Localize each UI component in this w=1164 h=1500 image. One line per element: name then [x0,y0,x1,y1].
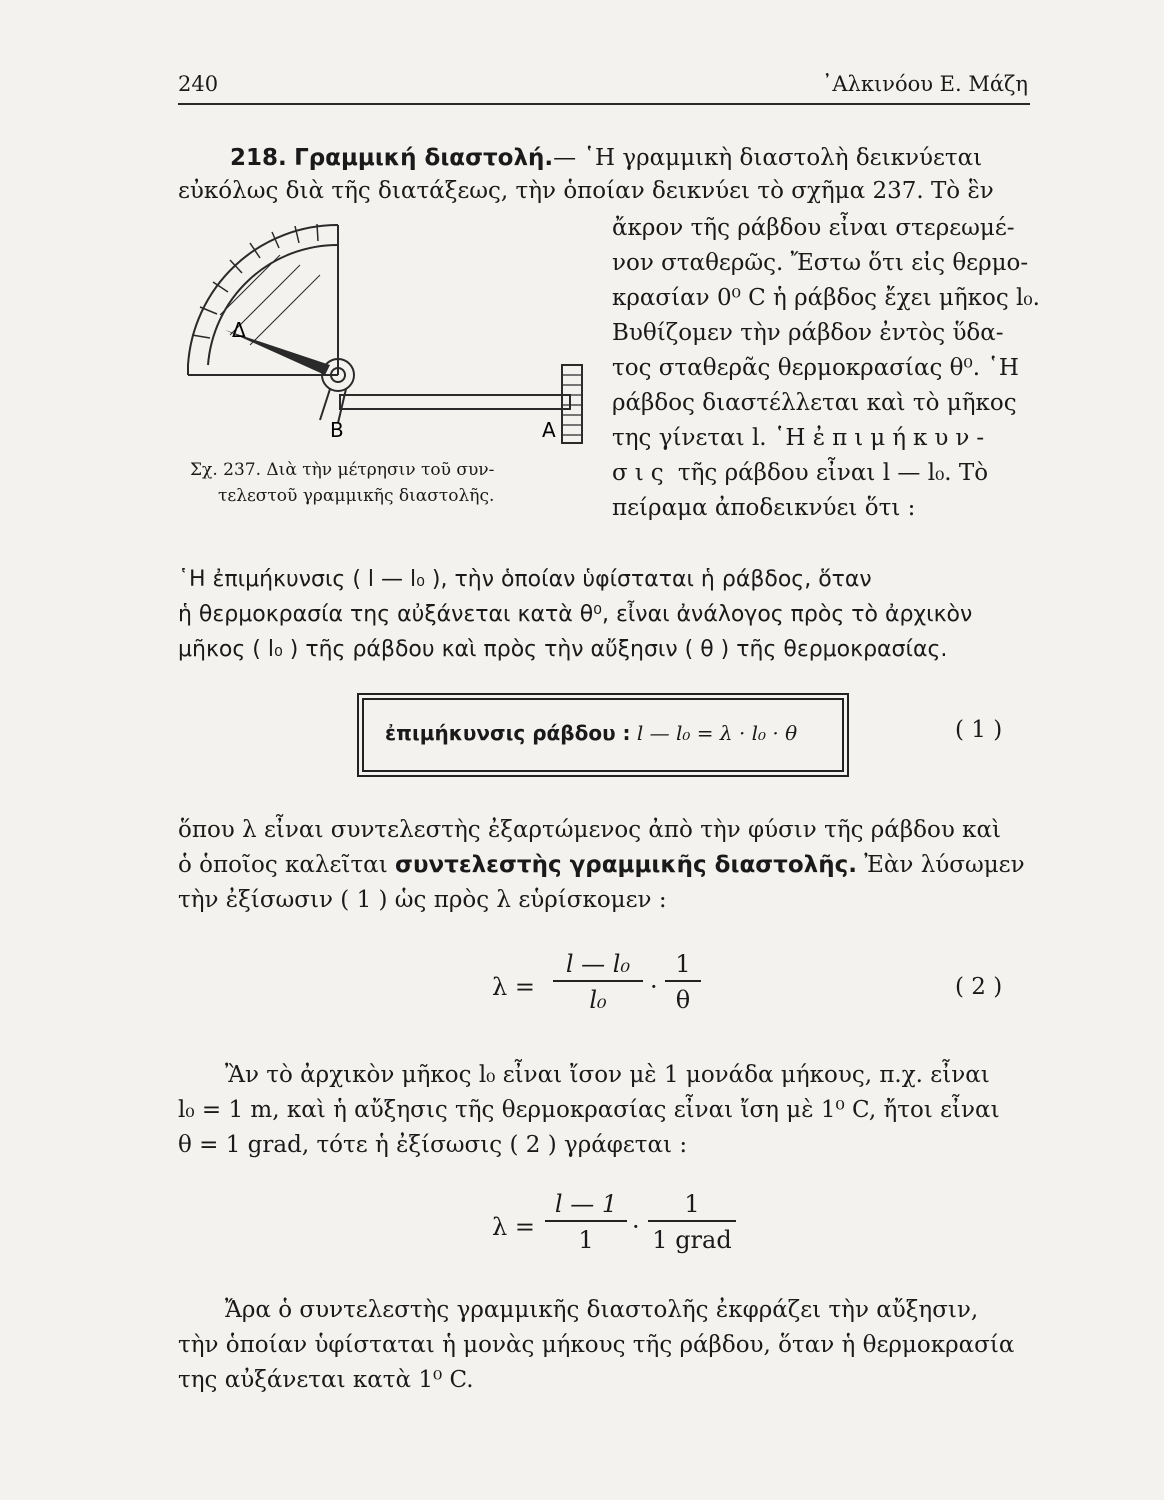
formula-3-num-2: 1 [648,1190,736,1222]
support-a [562,365,582,443]
formula-2-den-2: θ [675,986,691,1014]
statement-line-1: ῾Η ἐπιμήκυνσις ( l — l₀ ), τὴν ὁποίαν ὑφίσταται ἡ ράβδος, ὅταν [178,567,872,592]
term-linear-expansion-coefficient: συντελεστὴς γραμμικῆς διαστολῆς. [395,852,857,878]
section-heading [230,143,982,173]
paragraph-2-line-3: τὴν ἐξίσωσιν ( 1 ) ὡς πρὸς λ εὑρίσκομεν : [178,887,667,913]
formula-2-number: ( 2 ) [955,974,1003,1000]
rod [340,395,570,409]
formula-3-fraction-1 [545,1190,627,1254]
label-a: A [542,418,556,442]
paragraph-3-line-3: θ = 1 grad, τότε ἡ ἐξίσωσις ( 2 ) γράφεται : [178,1132,688,1158]
paragraph-2-line-2 [178,850,1025,880]
section-text-line-2: ἄκρον τῆς ράβδου εἶναι στερεωμέ- [612,215,1015,241]
formula-2-lhs: λ = [492,973,535,1001]
section-text-line-9b: τῆς ράβδου εἶναι l — l₀. Τὸ [677,460,989,486]
statement-line-2: ἡ θερμοκρασία της αὐξάνεται κατὰ θ⁰, εἶναι ἀνάλογος πρὸς τὸ ἀρχικὸν [178,602,973,627]
formula-3-den-2: 1 grad [652,1226,732,1254]
formula-2-fraction-2 [665,950,701,1014]
paragraph-3-line-1: Ἂν τὸ ἀρχικὸν μῆκος l₀ εἶναι ἴσον μὲ 1 μονάδα μήκους, π.χ. εἶναι [225,1062,990,1088]
formula-1-number: ( 1 ) [955,717,1003,743]
formula-2-fraction-1 [553,950,643,1014]
section-title: Γραμμική διαστολή. [294,145,554,171]
page-number: 240 [178,72,219,96]
section-text-line-3: νον σταθερῶς. Ἔστω ὅτι εἰς θερμο- [612,250,1029,276]
paragraph-2-post: Ἐὰν λύσωμεν [864,852,1025,878]
label-delta: Δ [232,318,246,342]
label-b: B [330,418,344,442]
formula-2-den-1: l₀ [589,986,607,1014]
formula-1-label: ἐπιμήκυνσις ράβδου : [385,721,631,745]
formula-2-num-1: l — l₀ [553,950,643,982]
support-hatching [562,375,582,435]
spaced-term-a: ἐπιμήκυν- [812,425,992,451]
statement-line-3: μῆκος ( l₀ ) τῆς ράβδου καὶ πρὸς τὴν αὔξησιν ( θ ) τῆς θερμοκρασίας. [178,637,948,662]
section-text-line-6: τος σταθερᾶς θερμοκρασίας θ⁰. ῾Η [612,355,1019,381]
section-text-line-8 [612,423,991,453]
header-rule [178,103,1030,105]
paragraph-2-pre: ὁ ὁποῖος καλεῖται [178,852,388,878]
running-head-author: ᾿Αλκινόου Ε. Μάζη [821,72,1028,96]
section-text-line-0: — ῾Η γραμμικὴ διαστολὴ δεικνύεται [553,145,983,171]
formula-3-dot: · [632,1213,640,1241]
formula-3-fraction-2 [648,1190,736,1254]
spaced-term-b: σις [612,460,671,486]
figure-caption-line-2: τελεστοῦ γραμμικῆς διαστολῆς. [218,486,495,506]
dial-ticks [192,224,318,338]
formula-3-den-1: 1 [578,1226,594,1254]
formula-2-dot: · [650,973,658,1001]
paragraph-2-line-1: ὅπου λ εἶναι συντελεστὴς ἐξαρτώμενος ἀπὸ τὴν φύσιν τῆς ράβδου καὶ [178,817,1002,843]
formula-3-lhs: λ = [492,1213,535,1241]
section-number: 218. [230,145,287,171]
formula-3-num-1: l — 1 [545,1190,627,1222]
section-text-line-8a: της γίνεται l. ῾Η [612,425,806,451]
paragraph-4-line-3: της αὐξάνεται κατὰ 1⁰ C. [178,1367,474,1393]
section-text-line-7: ράβδος διαστέλλεται καὶ τὸ μῆκος [612,390,1017,416]
paragraph-4-line-2: τὴν ὁποίαν ὑφίσταται ἡ μονὰς μήκους τῆς ράβδου, ὅταν ἡ θερμοκρασία [178,1332,1015,1358]
figure-237 [180,215,600,455]
figure-caption-line-1: Σχ. 237. Διὰ τὴν μέτρησιν τοῦ συν- [190,460,495,480]
section-text-line-4: κρασίαν 0⁰ C ἡ ράβδος ἔχει μῆκος l₀. [612,285,1040,311]
paragraph-3-line-2: l₀ = 1 m, καὶ ἡ αὔξησις τῆς θερμοκρασίας εἶναι ἴση μὲ 1⁰ C, ἤτοι εἶναι [178,1097,1000,1123]
section-text-line-10: πείραμα ἀποδεικνύει ὅτι : [612,495,916,521]
section-text-line-5: Βυθίζομεν τὴν ράβδον ἐντὸς ὕδα- [612,320,1004,346]
section-text-line-1: εὐκόλως διὰ τῆς διατάξεως, τὴν ὁποίαν δεικνύει τὸ σχῆμα 237. Τὸ ἓν [178,178,994,204]
paragraph-4-line-1: Ἄρα ὁ συντελεστὴς γραμμικῆς διαστολῆς ἐκφράζει τὴν αὔξησιν, [225,1297,979,1323]
formula-1-expression: l — l₀ = λ · l₀ · θ [636,721,798,745]
formula-1 [385,718,797,748]
formula-2-num-2: 1 [665,950,701,982]
section-text-line-9 [612,458,988,488]
